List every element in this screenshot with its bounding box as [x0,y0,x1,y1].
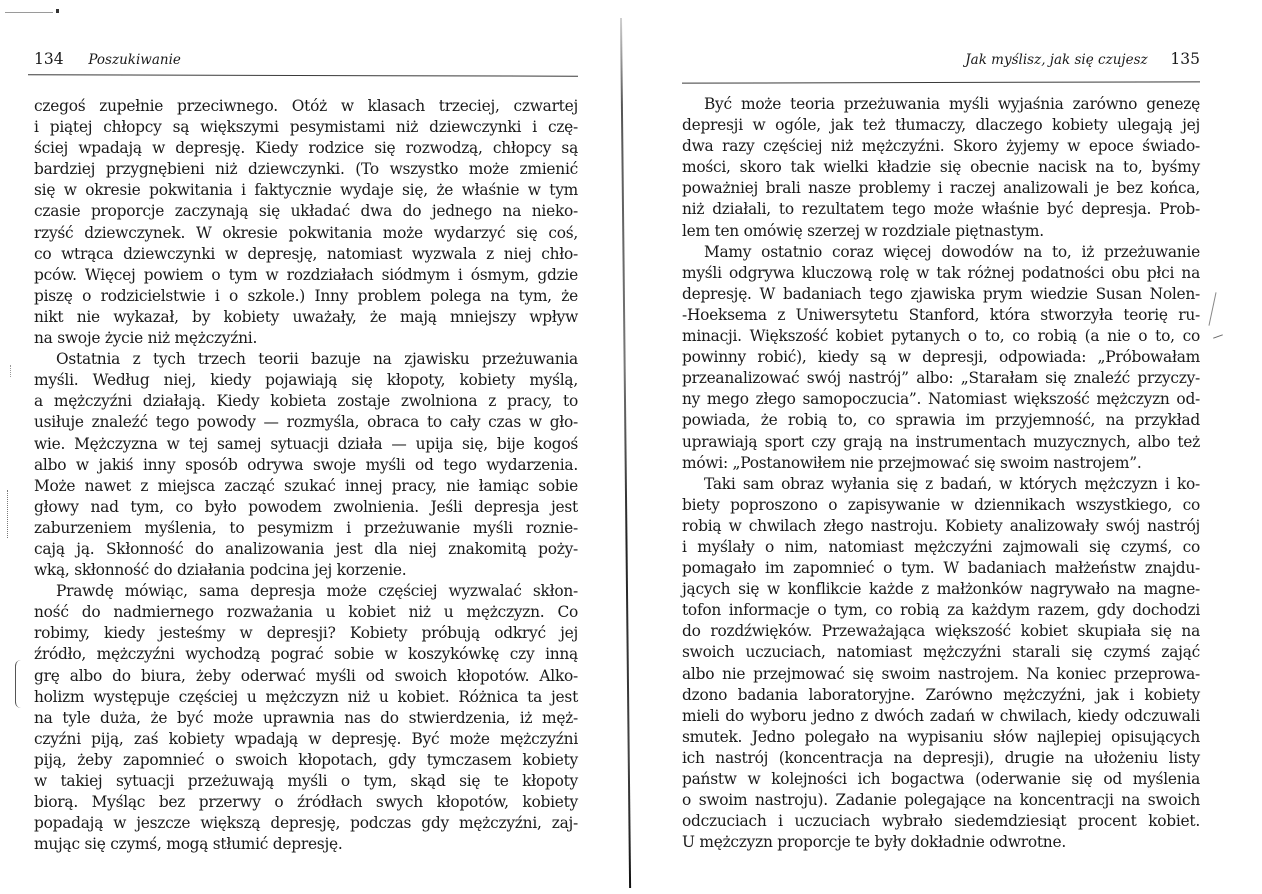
book-spine-gutter [620,18,631,888]
text-line: jących się w konflikcie każde z małżonków nagrywało na magne- [682,580,1200,599]
text-line: dzono badania laboratoryjne. Zarówno mężczyźni, jak i kobiety [682,685,1200,704]
text-line: mując się czymś, mogą stłumić depresję. [34,835,343,854]
text-line: czasie proporcje zaczynają się układać dwa do jednego na nieko- [34,202,578,221]
page-number: 134 [34,50,64,68]
text-line: się w okresie pokwitania i faktycznie wydaje się, że właśnie w tym [34,181,578,200]
text-line: mówi: „Postanowiłem nie przejmować się swoim nastrojem”. [682,453,1142,472]
text-line: biorą. Myśląc bez przerwy o źródłach swych kłopotów, kobiety [34,793,578,812]
text-line: pomagało im zapomnieć o tym. W badaniach małżeństw znajdu- [682,559,1200,578]
right-body-text [682,94,1200,853]
right-running-head [965,49,1200,69]
text-line: uprawiają sport czy grają na instrumentach muzycznych, albo też [682,432,1200,451]
left-body-text [34,96,578,855]
text-line: bardziej przygnębieni niż dziewczynki. (To wszystko może zmienić [34,160,578,179]
page-number: 135 [1170,50,1200,68]
text-line: na swoje życie niż mężczyźni. [34,329,258,348]
text-line: co wtrąca dziewczynki w depresję, natomiast wyzwala z niej chło- [34,244,578,263]
text-line: ich nastrój (koncentracja na depresji), drugie na ułożeniu listy [682,748,1200,767]
text-line: powinny robić), kiedy są w depresji, odpowiada: „Próbowałam [682,348,1200,367]
text-line: wie. Mężczyzna w tej samej sytuacji działa — upija się, bije kogoś [34,434,578,453]
paragraph-start-line: Być może teoria przeżuwania myśli wyjaśnia zarówno genezę [704,95,1200,113]
text-line: holizm występuje częściej u mężczyzn niż u kobiet. Różnica ta jest [34,687,578,706]
text-line: popadają w jeszcze większą depresję, podczas gdy mężczyźni, zaj- [34,814,578,833]
text-line: mości, skoro tak wielki kładzie się obecnie nacisk na to, byśmy [682,158,1200,177]
text-line: piją, żeby zapomnieć o swoich kłopotach, gdy tymczasem kobiety [34,750,578,769]
section-title: Poszukiwanie [88,52,181,68]
text-line: grę albo do biura, żeby oderwać myśli od swoich kłopotów. Alko- [34,666,578,685]
paragraph-start-line: Mamy ostatnio coraz więcej dowodów na to, iż przeżuwanie [704,242,1200,261]
header-rule [682,81,1200,83]
text-line: tofon informacje o tym, co robią za każdym razem, gdy dochodzi [682,601,1200,620]
text-line: mieli do wyboru jedno z dwóch zadań w chwilach, kiedy odczuwali [682,706,1200,725]
text-line: U mężczyzn proporcje te były dokładnie odwrotne. [682,833,1066,852]
header-rule [28,74,578,76]
text-line: do rozdźwięków. Przeważająca większość kobiet skupiała się na [682,622,1200,641]
text-line: czegoś zupełnie przeciwnego. Otóż w klasach trzeciej, czwartej [34,97,578,115]
paragraph-start-line: Taki sam obraz wyłania się z badań, w których mężczyzn i ko- [704,474,1200,493]
text-line: robimy, kiedy jesteśmy w depresji? Kobiety próbują odkryć jej [34,624,578,643]
text-line: depresję. W badaniach tego zjawiska prym wiedzie Susan Nolen- [682,284,1200,303]
text-line: ność do nadmiernego rozważania u kobiet niż u mężczyzn. Co [34,603,578,622]
text-line: państw w kolejności ich bogactwa (oderwanie się od myślenia [682,770,1200,788]
text-line: dwa razy częściej niż mężczyźni. Skoro żyjemy w epoce świado- [682,137,1200,156]
text-line: myśli odgrywa kluczową rolę w tak różnej podatności obu płci na [682,263,1200,282]
scan-artifact-line [5,12,53,13]
text-line: poważniej brali nasze problemy i raczej analizowali je bez końca, [682,179,1200,198]
text-line: powiada, że robią to, co sprawia im przyjemność, na przykład [682,411,1200,430]
text-line: wką, skłonność do działania podcina jej korzenie. [34,561,407,580]
left-running-head [34,49,181,69]
text-line: piszę o rodzicielstwie i o szkole.) Inny problem polega na tym, że [34,286,578,305]
text-line: depresji w ogóle, jak też tłumaczy, dlaczego kobiety ulegają jej [682,116,1200,135]
scan-artifact-dot [56,9,59,13]
text-line: -Hoeksema z Uniwersytetu Stanford, która stworzyła teorię ru- [682,305,1200,324]
text-line: myśli. Według niej, kiedy pojawiają się kłopoty, kobiety myślą, [34,371,578,390]
paragraph-start-line: Ostatnia z tych trzech teorii bazuje na zjawisku przeżuwania [56,350,578,369]
text-line: swoich uczuciach, natomiast mężczyźni starali się czymś zająć [682,643,1200,662]
text-line: niż działali, to rezultatem tego może właśnie być depresja. Prob- [682,200,1200,219]
text-line: usiłuje znaleźć tego powody — rozmyśla, obraca to cały czas w gło- [34,413,578,432]
text-line: a mężczyźni działają. Kiedy kobieta zostaje zwolniona z pracy, to [34,392,578,411]
text-line: albo w jakiś inny sposób odrywa swoje myśli od tego wydarzenia. [34,455,578,474]
text-line: zaburzeniem myślenia, to pesymizm i przeżuwanie myśli roznie- [34,518,578,537]
text-line: biety poproszono o zapisywanie w dziennikach wszystkiego, co [682,495,1200,514]
pencil-bracket [15,660,22,708]
text-line: nikt nie wykazał, by kobiety uważały, że mają mniejszy wpływ [34,307,578,326]
text-line: lem ten omówię szerzej w rozdziale piętnastym. [682,221,1044,240]
text-line: minacji. Większość kobiet pytanych o to, co robią (a nie o to, co [682,327,1200,346]
paragraph-start-line: Prawdę mówiąc, sama depresja może częściej wyzwalać skłon- [56,582,578,601]
text-line: i myślały o nim, natomiast mężczyźni zajmowali się czymś, co [682,537,1200,556]
text-line: w takiej sytuacji przeżuwają myśli o tym, skąd się te kłopoty [34,772,578,790]
pencil-bracket [7,490,12,538]
text-line: czyźni piją, zaś kobiety wpadają w depresję. Być może mężczyźni [34,729,578,748]
pencil-mark [1213,334,1223,338]
text-line: cają ją. Skłonność do analizowania jest dla niej znakomitą poży- [34,539,578,558]
text-line: ny mego złego samopoczucia”. Natomiast większość mężczyzn od- [682,390,1200,409]
text-line: o swoim nastroju). Zadanie polegające na koncentracji na swoich [682,791,1200,810]
text-line: ściej wpadają w depresję. Kiedy rodzice się rozwodzą, chłopcy są [34,139,578,158]
text-line: głowy nad tym, co było powodem zwolnienia. Jeśli depresja jest [34,497,578,516]
text-line: przeanalizować swój nastrój” albo: „Starałam się znaleźć przyczy- [682,369,1200,388]
chapter-title: Jak myślisz, jak się czujesz [965,52,1148,68]
text-line: odczuciach i uczuciach wybrało siedemdziesiąt procent kobiet. [682,812,1200,831]
text-line: Może nawet z miejsca zacząć szukać innej pracy, nie łamiąc sobie [34,476,578,495]
text-line: robią w chwilach złego nastroju. Kobiety analizowały swój nastrój [682,516,1200,535]
pencil-mark [10,365,19,377]
text-line: rzyść dziewczynek. W okresie pokwitania może wydarzyć się coś, [34,223,578,242]
text-line: smutek. Jedno polegało na wypisaniu słów najlepiej opisujących [682,727,1200,746]
text-line: i piątej chłopcy są większymi pesymistami niż dziewczynki i czę- [34,118,578,137]
text-line: źródło, mężczyźni wychodzą pograć sobie w koszykówkę czy inną [34,645,578,664]
text-line: albo nie przejmować się swoim nastrojem. Na koniec przeprowa- [682,664,1200,683]
pencil-mark [1208,292,1216,325]
text-line: na tyle duża, że być może uprawnia nas do stwierdzenia, iż męż- [34,708,578,727]
text-line: pców. Więcej powiem o tym w rozdziałach siódmym i ósmym, gdzie [34,265,578,284]
